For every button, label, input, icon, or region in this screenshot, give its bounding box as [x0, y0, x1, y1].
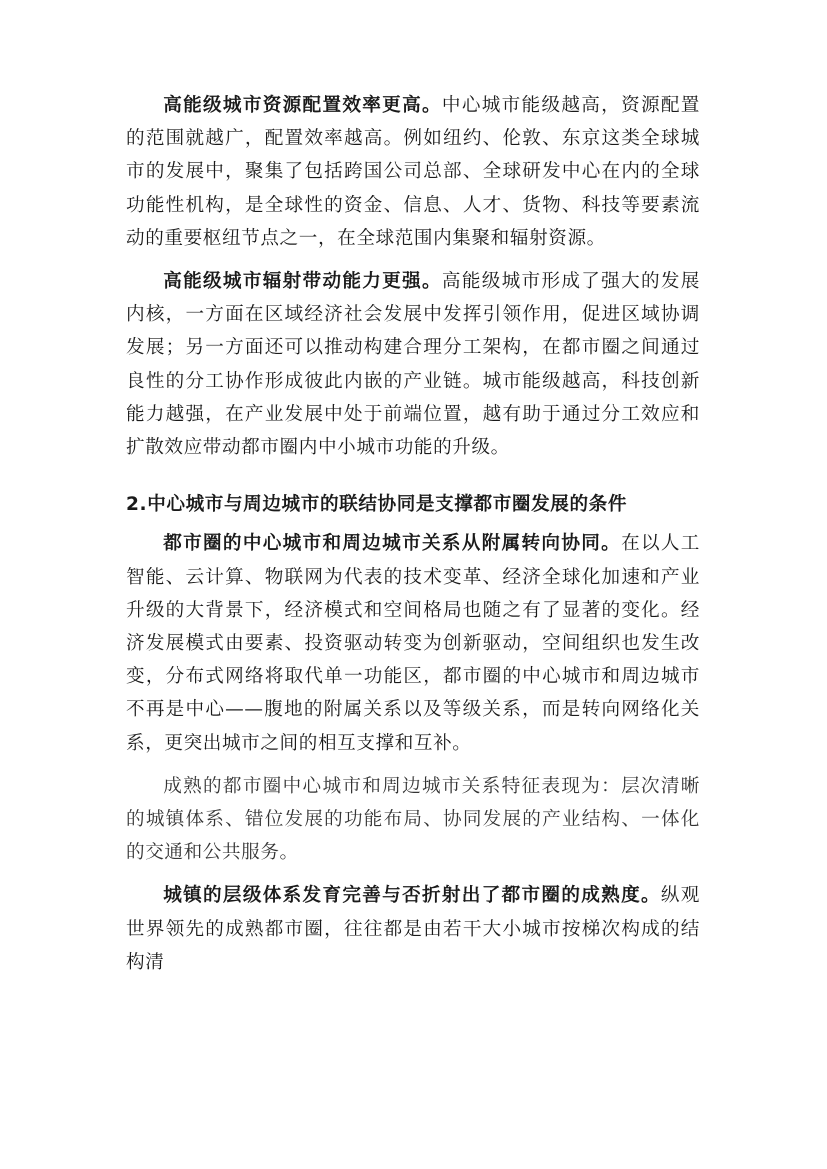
paragraph-text: 成熟的都市圈中心城市和周边城市关系特征表现为：层次清晰的城镇体系、错位发展的功能布局、协同发展的产业结构、一体化的交通和公共服务。 — [126, 775, 700, 864]
paragraph-city-relationship — [126, 527, 700, 759]
paragraph-lead: 高能级城市资源配置效率更高。 — [163, 95, 442, 116]
section-heading: 2.中心城市与周边城市的联结协同是支撑都市圈发展的条件 — [126, 494, 628, 516]
paragraph-text: 在以人工智能、云计算、物联网为代表的技术变革、经济全球化加速和产业升级的大背景下，经济模式和空间格局也随之有了显著的变化。经济发展模式由要素、投资驱动转变为创新驱动，空间组织也发生改变，分布式网络将取代单一功能区，都市圈的中心城市和周边城市不再是中心——腹地的附属关系以及等级关系，而是转向网络化关系，更突出城市之间的相互支撑和互补。 — [126, 533, 700, 754]
paragraph-lead: 城镇的层级体系发育完善与否折射出了都市圈的成熟度。 — [163, 885, 661, 907]
paragraph-mature-features — [126, 770, 700, 870]
paragraph-lead: 高能级城市辐射带动能力更强。 — [163, 271, 442, 293]
paragraph-text: 中心城市能级越高，资源配置的范围就越广，配置效率越高。例如纽约、伦敦、东京这类全球城市的发展中，聚集了包括跨国公司总部、全球研发中心在内的全球功能性机构，是全球性的资金、信息、人才、货物、科技等要素流动的重要枢纽节点之一，在全球范围内集聚和辐射资源。 — [126, 95, 700, 249]
paragraph-text: 高能级城市形成了强大的发展内核，一方面在区域经济社会发展中发挥引领作用，促进区域协调发展；另一方面还可以推动构建合理分工架构，在都市圈之间通过良性的分工协作形成彼此内嵌的产业链。城市能级越高，科技创新能力越强，在产业发展中处于前端位置，越有助于通过分工效应和扩散效应带动都市圈内中小城市功能的升级。 — [126, 271, 700, 459]
document-body — [126, 89, 700, 979]
paragraph-urban-hierarchy — [126, 879, 700, 979]
paragraph-lead: 都市圈的中心城市和周边城市关系从附属转向协同。 — [163, 533, 622, 555]
paragraph-resource-allocation — [126, 89, 700, 255]
paragraph-radiation-capacity — [126, 265, 700, 464]
paragraph-text: 纵观世界领先的成熟都市圈，往往都是由若干大小城市按梯次构成的结构清 — [126, 885, 700, 973]
